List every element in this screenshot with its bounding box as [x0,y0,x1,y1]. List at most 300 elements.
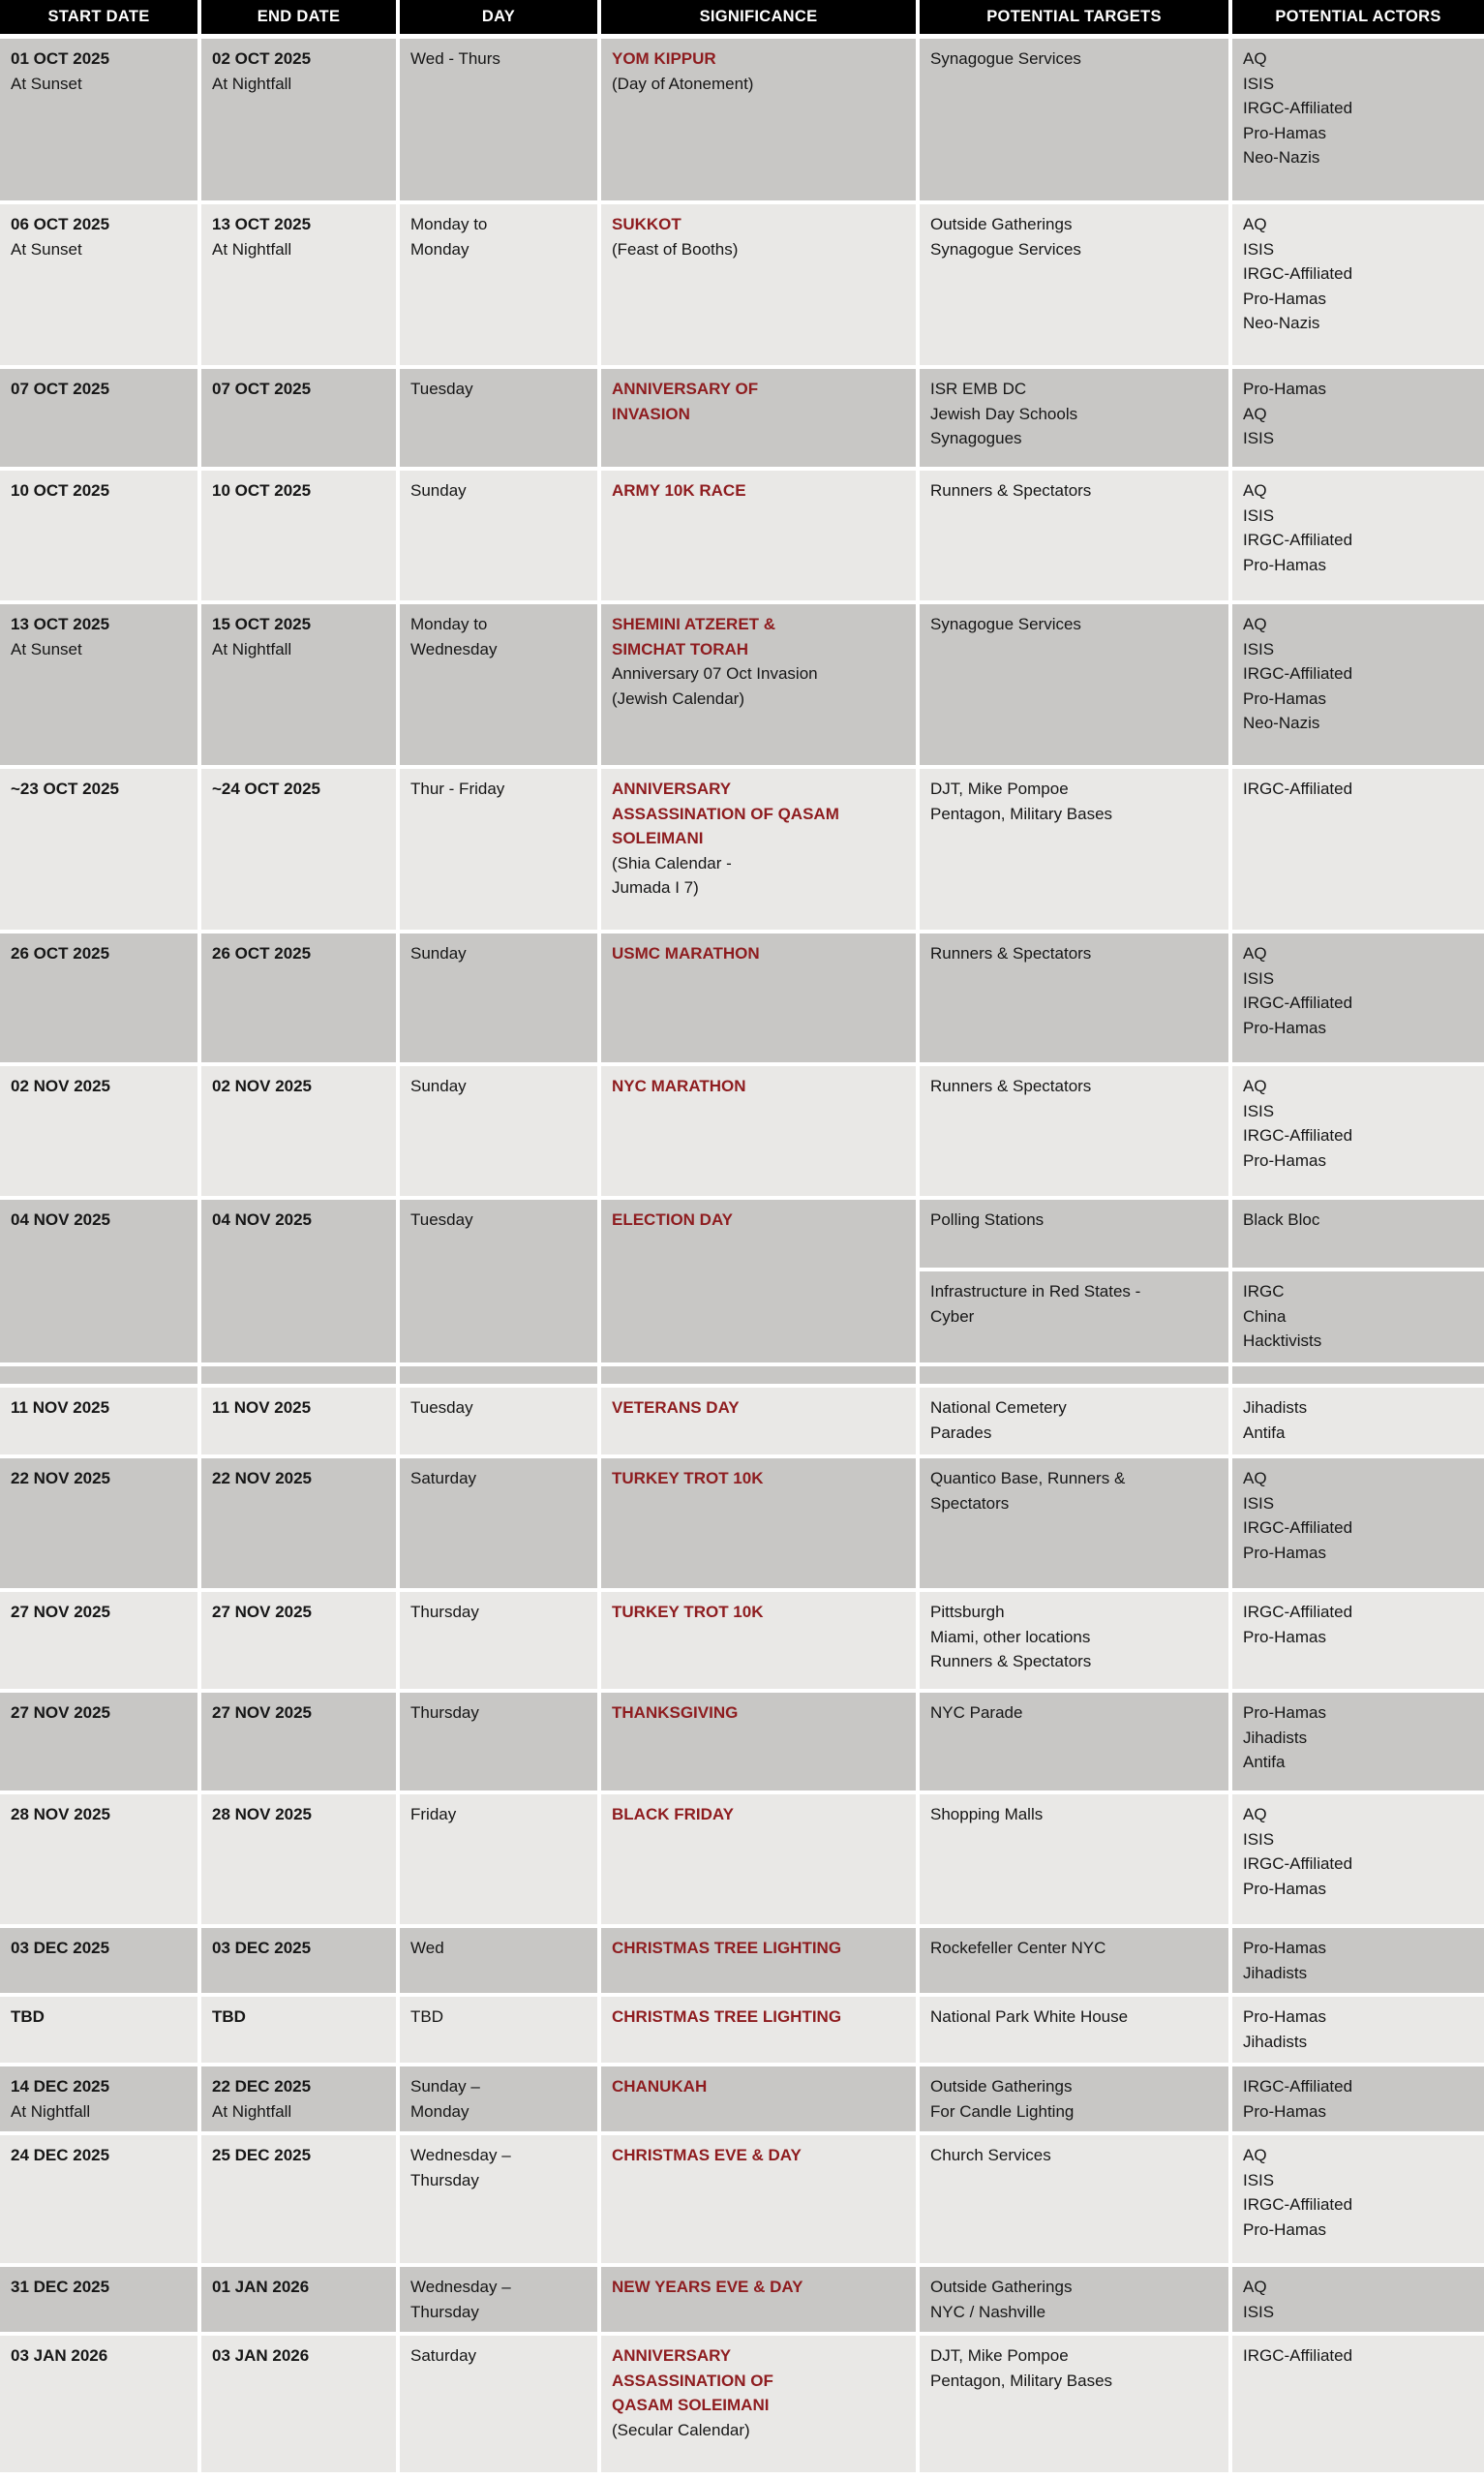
table-row [0,2066,1484,2135]
cell-start-date [0,1997,201,2066]
day-line: Wednesday – [410,2146,511,2164]
cell-day [400,933,601,1066]
cell-significance [601,2135,920,2267]
cell-significance [601,1200,920,1366]
cell-start-date [0,1066,201,1200]
cell-start-date [0,2135,201,2267]
actor-line: IRGC-Affiliated [1243,2195,1353,2214]
cell-targets [920,2267,1232,2336]
cell-targets [920,2066,1232,2135]
day-line: Monday to [410,615,488,633]
date-note: At Nightfall [212,639,292,658]
spacer-cell [920,1366,1232,1388]
actor-line: AQ [1243,1469,1267,1487]
target-line: Synagogue Services [930,239,1081,259]
date-main: 10 OCT 2025 [212,481,312,500]
cell-targets [920,604,1232,769]
cell-targets [920,769,1232,933]
actor-line: China [1243,1306,1287,1326]
cell-day [400,1066,601,1200]
actor-line: ISIS [1243,239,1275,259]
actor-line: Antifa [1243,1753,1286,1771]
cell-actors [1232,1200,1484,1366]
table-row [0,1693,1484,1794]
date-main: ~24 OCT 2025 [212,780,320,798]
date-note: At Nightfall [212,2101,292,2121]
significance-title: YOM KIPPUR [612,49,716,68]
actor-line: IRGC-Affiliated [1243,664,1353,683]
target-line: Synagogues [930,429,1022,447]
date-main: 13 OCT 2025 [212,215,312,233]
cell-day [400,1200,601,1366]
cell-day [400,1693,601,1794]
date-main: 10 OCT 2025 [11,481,110,500]
table-row [0,1592,1484,1693]
day-line: Thursday [410,2302,479,2321]
date-main: 27 NOV 2025 [11,1703,111,1722]
cell-end-date [201,1997,400,2066]
significance-title: ASSASSINATION OF QASAM [612,804,839,823]
actors-subcell [1232,1268,1484,1362]
spacer-cell [201,1366,400,1388]
day-line: Saturday [410,2346,477,2365]
target-line: Synagogue Services [930,615,1081,633]
cell-end-date [201,2267,400,2336]
cell-targets [920,1693,1232,1794]
significance-title: CHRISTMAS TREE LIGHTING [612,2007,842,2026]
target-line: Runners & Spectators [930,481,1092,500]
table-row [0,2267,1484,2336]
actor-line: AQ [1243,2146,1267,2164]
actor-line: ISIS [1243,2170,1275,2189]
column-header-potential-targets: POTENTIAL TARGETS [920,0,1232,39]
cell-day [400,1388,601,1458]
cell-significance [601,933,920,1066]
day-line: Thursday [410,1603,479,1621]
day-line: TBD [410,2007,443,2026]
cell-day [400,1997,601,2066]
target-line: DJT, Mike Pompoe [930,2346,1069,2365]
target-line: Rockefeller Center NYC [930,1939,1106,1957]
date-main: 01 JAN 2026 [212,2278,310,2296]
cell-start-date [0,2336,201,2476]
cell-day [400,471,601,604]
actor-line: Pro-Hamas [1243,2007,1326,2026]
cell-actors [1232,2135,1484,2267]
actor-line: Black Bloc [1243,1210,1320,1229]
cell-targets [920,1794,1232,1928]
spacer-cell [400,1366,601,1388]
cell-targets [920,933,1232,1066]
cell-end-date [201,1458,400,1592]
date-main: 02 NOV 2025 [212,1077,313,1095]
table-row [0,471,1484,604]
cell-day [400,1794,601,1928]
cell-start-date [0,1458,201,1592]
actor-line: Neo-Nazis [1243,714,1320,732]
actor-line: ISIS [1243,1829,1275,1849]
column-header-potential-actors: POTENTIAL ACTORS [1232,0,1484,39]
actor-line: Antifa [1243,1423,1286,1442]
date-main: 15 OCT 2025 [212,615,312,633]
significance-title: THANKSGIVING [612,1703,739,1722]
actor-line: Neo-Nazis [1243,148,1320,167]
date-main: 28 NOV 2025 [11,1805,111,1823]
cell-actors [1232,1997,1484,2066]
significance-title: ANNIVERSARY [612,780,732,798]
significance-title: NYC MARATHON [612,1077,746,1095]
target-line: Infrastructure in Red States - [930,1282,1141,1301]
cell-end-date [201,769,400,933]
table-row [0,1794,1484,1928]
date-main: 02 OCT 2025 [212,49,312,68]
significance-title: INVASION [612,404,690,423]
cell-actors [1232,1066,1484,1200]
date-note: At Nightfall [11,2101,91,2121]
table-row [0,1388,1484,1458]
table-row [0,1200,1484,1366]
cell-significance [601,1928,920,1997]
date-main: 07 OCT 2025 [11,380,110,398]
target-line: DJT, Mike Pompoe [930,780,1069,798]
cell-start-date [0,369,201,471]
cell-actors [1232,39,1484,204]
cell-significance [601,2267,920,2336]
cell-actors [1232,1693,1484,1794]
actor-line: ISIS [1243,429,1275,447]
cell-end-date [201,1388,400,1458]
actor-line: Pro-Hamas [1243,1879,1326,1898]
actor-line: Hacktivists [1243,1331,1322,1350]
actor-line: ISIS [1243,639,1275,658]
cell-actors [1232,604,1484,769]
actor-line: Pro-Hamas [1243,1150,1326,1170]
cell-actors [1232,1928,1484,1997]
cell-start-date [0,769,201,933]
cell-start-date [0,471,201,604]
significance-title: ASSASSINATION OF [612,2371,773,2390]
cell-actors [1232,1794,1484,1928]
cell-actors [1232,2066,1484,2135]
actor-line: AQ [1243,1805,1267,1823]
spacer-row [0,1366,1484,1388]
significance-title: USMC MARATHON [612,944,760,963]
table-body [0,39,1484,2476]
date-main: 26 OCT 2025 [212,944,312,963]
actor-line: IRGC-Affiliated [1243,1126,1353,1145]
target-line: Spectators [930,1493,1010,1513]
cell-significance [601,604,920,769]
target-line: Shopping Malls [930,1805,1044,1823]
date-main: 04 NOV 2025 [212,1210,313,1229]
cell-actors [1232,204,1484,369]
date-main: ~23 OCT 2025 [11,780,119,798]
cell-end-date [201,471,400,604]
day-line: Sunday [410,944,467,963]
actor-line: ISIS [1243,505,1275,525]
date-main: 25 DEC 2025 [212,2146,312,2164]
actor-line: Pro-Hamas [1243,1543,1326,1562]
day-line: Wed [410,1939,444,1957]
cell-significance [601,1997,920,2066]
actor-line: IRGC-Affiliated [1243,1603,1353,1621]
cell-targets [920,1388,1232,1458]
cell-actors [1232,1388,1484,1458]
date-main: 24 DEC 2025 [11,2146,110,2164]
cell-day [400,1458,601,1592]
cell-day [400,204,601,369]
cell-targets [920,471,1232,604]
table-row [0,1997,1484,2066]
date-main: 28 NOV 2025 [212,1805,313,1823]
actors-subcell [1232,1200,1484,1268]
significance-note: (Jewish Calendar) [612,689,744,708]
actor-line: AQ [1243,49,1267,68]
day-line: Sunday [410,1077,467,1095]
date-main: 06 OCT 2025 [11,215,110,233]
actor-line: Pro-Hamas [1243,1703,1326,1722]
cell-significance [601,2066,920,2135]
cell-actors [1232,933,1484,1066]
significance-title: TURKEY TROT 10K [612,1603,764,1621]
cell-actors [1232,1458,1484,1592]
day-line: Tuesday [410,380,473,398]
actor-line: IRGC-Affiliated [1243,2077,1353,2096]
actor-line: IRGC-Affiliated [1243,994,1353,1012]
day-line: Sunday [410,481,467,500]
cell-day [400,769,601,933]
cell-end-date [201,1794,400,1928]
target-line: NYC / Nashville [930,2302,1046,2321]
cell-end-date [201,1200,400,1366]
actor-line: IRGC-Affiliated [1243,1518,1353,1537]
targets-subcell [920,1200,1228,1268]
targets-subcell [920,1268,1228,1336]
target-line: Outside Gatherings [930,2077,1073,2096]
date-note: At Sunset [11,74,82,93]
cell-targets [920,1458,1232,1592]
significance-title: CHRISTMAS TREE LIGHTING [612,1939,842,1957]
cell-day [400,1592,601,1693]
actor-line: AQ [1243,615,1267,633]
table-row [0,1458,1484,1592]
cell-end-date [201,1066,400,1200]
actor-line: AQ [1243,215,1267,233]
day-line: Monday [410,239,469,259]
target-line: Quantico Base, Runners & [930,1469,1126,1487]
target-line: Jewish Day Schools [930,404,1078,423]
target-line: Pentagon, Military Bases [930,804,1113,823]
cell-start-date [0,39,201,204]
table-row [0,769,1484,933]
date-main: 02 NOV 2025 [11,1077,111,1095]
date-main: TBD [11,2007,45,2026]
cell-significance [601,1794,920,1928]
actor-line: IRGC-Affiliated [1243,1854,1353,1873]
significance-note: (Day of Atonement) [612,74,754,93]
target-line: Parades [930,1423,992,1442]
cell-end-date [201,1693,400,1794]
cell-end-date [201,39,400,204]
significance-note: (Feast of Booths) [612,239,739,259]
date-main: 26 OCT 2025 [11,944,110,963]
spacer-cell [0,1366,201,1388]
significance-title: QASAM SOLEIMANI [612,2396,770,2414]
cell-targets [920,369,1232,471]
date-note: At Nightfall [212,239,292,259]
date-main: 11 NOV 2025 [212,1398,312,1417]
cell-actors [1232,471,1484,604]
cell-start-date [0,1592,201,1693]
actor-line: ISIS [1243,1101,1275,1120]
actor-line: ISIS [1243,968,1275,988]
day-line: Thursday [410,1703,479,1722]
cell-significance [601,39,920,204]
day-line: Friday [410,1805,457,1823]
day-line: Wednesday [410,639,498,658]
significance-title: SHEMINI ATZERET & [612,615,776,633]
cell-significance [601,1693,920,1794]
cell-start-date [0,1693,201,1794]
date-note: At Sunset [11,639,82,658]
actor-line: AQ [1243,2278,1267,2296]
cell-significance [601,204,920,369]
date-main: 03 DEC 2025 [212,1939,312,1957]
date-main: 04 NOV 2025 [11,1210,111,1229]
cell-significance [601,2336,920,2476]
cell-actors [1232,1592,1484,1693]
target-line: Cyber [930,1306,975,1326]
header-row [0,0,1484,39]
cell-significance [601,1388,920,1458]
actor-line: IRGC-Affiliated [1243,264,1353,283]
cell-targets [920,1066,1232,1200]
cell-end-date [201,1928,400,1997]
actor-line: IRGC-Affiliated [1243,780,1353,798]
target-line: National Cemetery [930,1398,1067,1417]
cell-significance [601,1066,920,1200]
cell-actors [1232,2336,1484,2476]
cell-targets [920,39,1232,204]
column-header-significance: SIGNIFICANCE [601,0,920,39]
actor-line: AQ [1243,1077,1267,1095]
cell-targets [920,2336,1232,2476]
cell-start-date [0,204,201,369]
cell-targets [920,1200,1232,1366]
cell-start-date [0,604,201,769]
actor-line: IRGC-Affiliated [1243,2346,1353,2365]
significance-title: SOLEIMANI [612,829,704,847]
date-main: TBD [212,2007,246,2026]
cell-start-date [0,933,201,1066]
target-line: Polling Stations [930,1210,1045,1229]
cell-start-date [0,1388,201,1458]
actor-line: AQ [1243,404,1267,423]
table-row [0,204,1484,369]
actor-line: Pro-Hamas [1243,1939,1326,1957]
cell-start-date [0,2267,201,2336]
cell-targets [920,1997,1232,2066]
cell-significance [601,1592,920,1693]
date-main: 07 OCT 2025 [212,380,312,398]
table-row [0,604,1484,769]
target-line: Runners & Spectators [930,944,1092,963]
actor-line: Pro-Hamas [1243,289,1326,308]
actor-line: Pro-Hamas [1243,555,1326,574]
cell-end-date [201,2066,400,2135]
day-line: Sunday – [410,2077,480,2096]
actor-line: IRGC [1243,1282,1285,1301]
actor-line: ISIS [1243,2302,1275,2321]
significance-title: SIMCHAT TORAH [612,639,749,658]
target-line: For Candle Lighting [930,2101,1075,2121]
cell-day [400,2267,601,2336]
significance-title: ARMY 10K RACE [612,481,746,500]
table-row [0,933,1484,1066]
cell-significance [601,1458,920,1592]
cell-day [400,604,601,769]
actor-line: Pro-Hamas [1243,1018,1326,1037]
significance-note: Anniversary 07 Oct Invasion [612,664,818,683]
cell-start-date [0,1200,201,1366]
column-header-start-date: START DATE [0,0,201,39]
cell-significance [601,369,920,471]
cell-day [400,2336,601,2476]
date-main: 27 NOV 2025 [212,1603,313,1621]
day-line: Thursday [410,2170,479,2189]
spacer-cell [1232,1366,1484,1388]
target-line: Church Services [930,2146,1051,2164]
date-note: At Sunset [11,239,82,259]
actor-line: Pro-Hamas [1243,2101,1326,2121]
significance-note: Jumada I 7) [612,878,699,897]
cell-actors [1232,369,1484,471]
target-line: National Park White House [930,2007,1129,2026]
cell-day [400,39,601,204]
actor-line: Pro-Hamas [1243,2219,1326,2239]
significance-title: VETERANS DAY [612,1398,740,1417]
cell-actors [1232,769,1484,933]
significance-note: (Secular Calendar) [612,2420,750,2439]
day-line: Tuesday [410,1398,473,1417]
day-line: Monday [410,2101,469,2121]
day-line: Wednesday – [410,2278,511,2296]
significance-title: ANNIVERSARY [612,2346,732,2365]
column-header-day: DAY [400,0,601,39]
date-main: 03 JAN 2026 [212,2346,310,2365]
significance-title: CHANUKAH [612,2077,708,2096]
date-main: 22 NOV 2025 [212,1469,313,1487]
target-line: Synagogue Services [930,49,1081,68]
cell-end-date [201,204,400,369]
day-line: Saturday [410,1469,477,1487]
significance-title: CHRISTMAS EVE & DAY [612,2146,802,2164]
actor-line: Jihadists [1243,1963,1308,1982]
cell-actors [1232,2267,1484,2336]
target-line: Outside Gatherings [930,215,1073,233]
date-main: 22 DEC 2025 [212,2077,312,2096]
cell-end-date [201,1592,400,1693]
cell-day [400,369,601,471]
actor-line: IRGC-Affiliated [1243,531,1353,549]
cell-significance [601,769,920,933]
actor-line: ISIS [1243,74,1275,93]
actor-line: AQ [1243,481,1267,500]
significance-title: ANNIVERSARY OF [612,380,759,398]
cell-end-date [201,604,400,769]
target-line: NYC Parade [930,1703,1023,1722]
cell-targets [920,204,1232,369]
